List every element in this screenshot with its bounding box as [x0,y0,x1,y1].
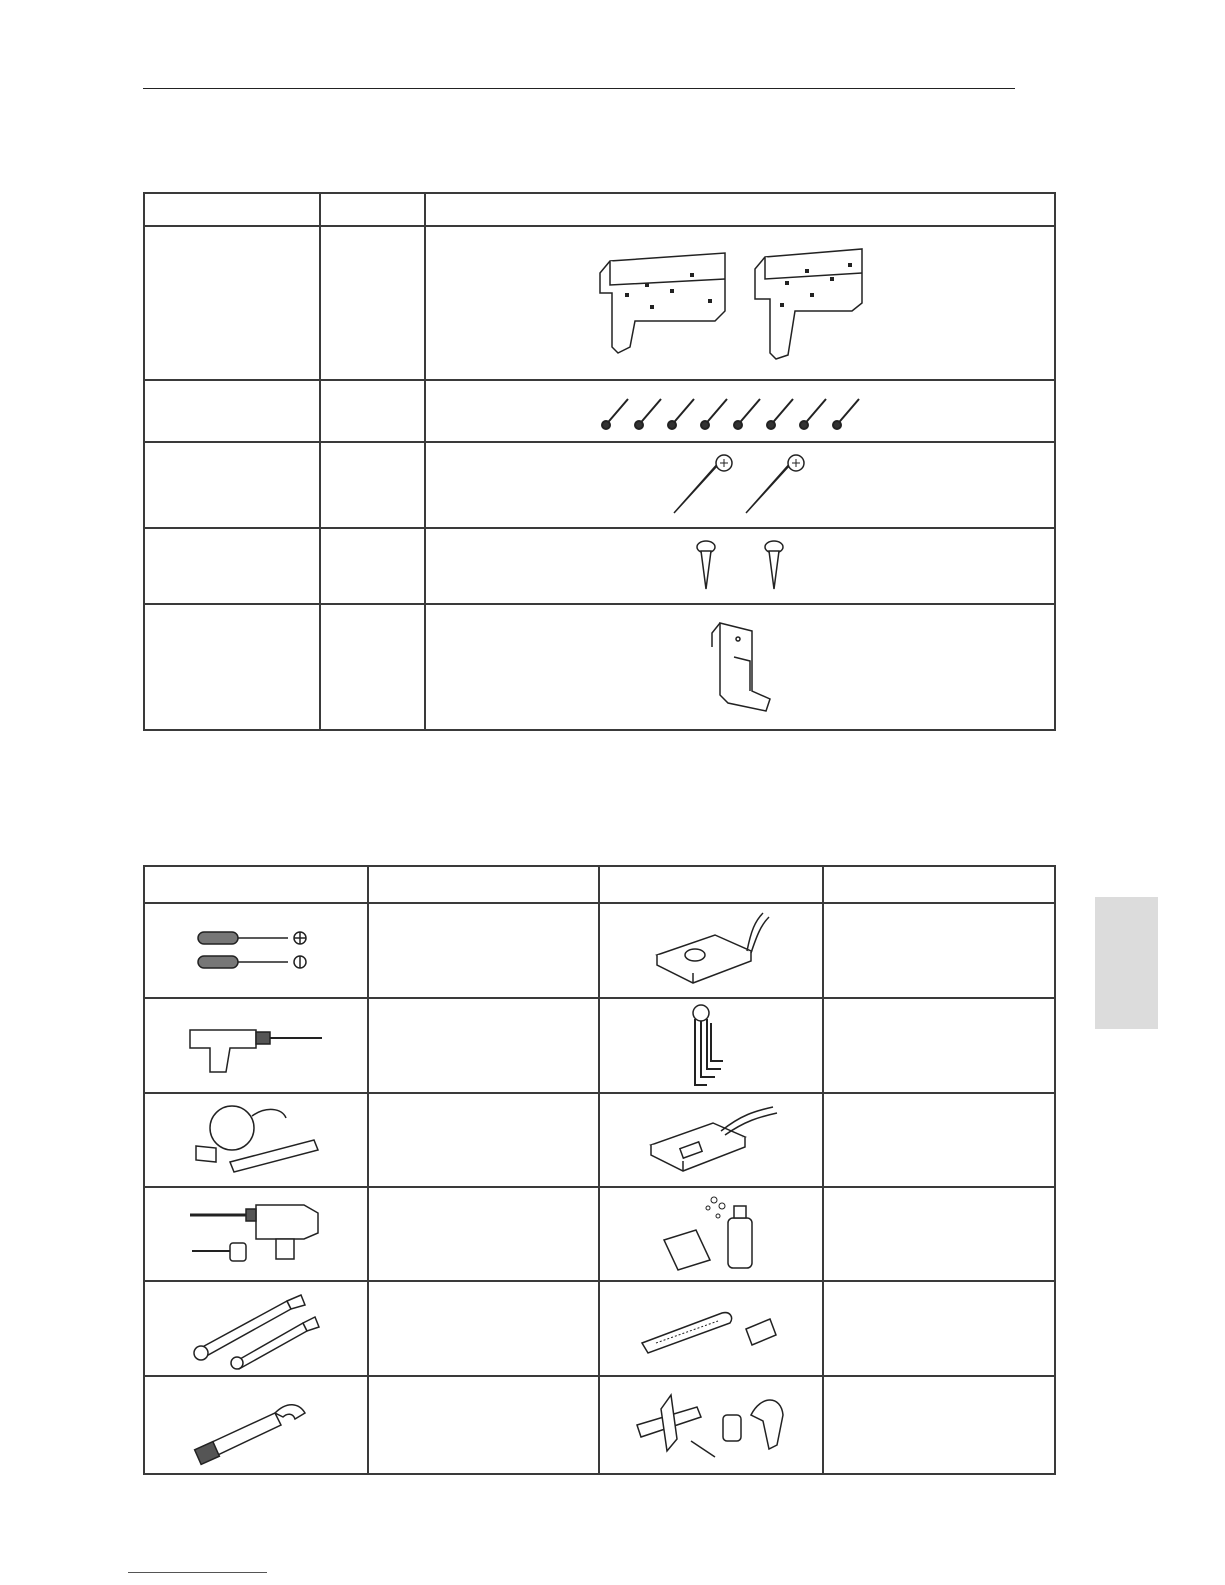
small-screw-icon [690,539,790,593]
hex-key-icon [681,1003,741,1089]
accessories-header-name [144,193,320,226]
table-row [144,1376,1055,1474]
tools-header-cell [599,866,823,903]
tools-table [143,865,1056,1475]
tool-label [368,1281,599,1376]
header-rule [143,88,1015,89]
footer-rule [128,1572,267,1573]
accessory-name [144,528,320,604]
table-row [144,998,1055,1093]
tool-label [823,1281,1055,1376]
tape-measure-knife-icon [186,1102,326,1178]
section-tab [1095,897,1158,1029]
table-row [144,1187,1055,1281]
tool-label [823,1093,1055,1187]
table-row [144,226,1055,380]
table-row [144,380,1055,442]
accessories-header-qty [320,193,425,226]
tool-label [823,998,1055,1093]
mounting-plate-icon [590,243,890,363]
type-b-screw-icon [670,453,810,517]
type-a-screw-icon [600,391,880,431]
tools-header-row [144,866,1055,903]
accessory-name [144,604,320,730]
ammeter-icon [651,911,771,991]
accessory-qty [320,226,425,380]
hole-core-drill-icon [186,1199,326,1269]
table-row [144,1093,1055,1187]
accessories-header-shape [425,193,1055,226]
tool-label [368,1376,599,1474]
accessories-header-row [144,193,1055,226]
electric-drill-icon [186,1016,326,1076]
accessory-name [144,226,320,380]
spanner-icon [191,1291,321,1367]
tools-header-cell [144,866,368,903]
tool-label [368,1187,599,1281]
screwdriver-icon [196,926,316,976]
accessory-name [144,380,320,442]
accessory-qty [320,604,425,730]
tool-label [823,1376,1055,1474]
table-row [144,903,1055,998]
gas-leak-test-kit-icon [656,1194,766,1274]
accessory-qty [320,380,425,442]
tool-label [368,1093,599,1187]
table-row [144,528,1055,604]
flaring-tool-icon [631,1385,791,1465]
accessories-table [143,192,1056,731]
tool-label [368,998,599,1093]
torque-wrench-icon [191,1383,321,1467]
tool-label [823,1187,1055,1281]
remote-holder-icon [700,617,780,717]
gas-leak-detector-icon [641,1105,781,1175]
accessory-qty [320,528,425,604]
accessory-qty [320,442,425,528]
tool-label [368,903,599,998]
tools-header-cell [368,866,599,903]
table-row [144,1281,1055,1376]
table-row [144,442,1055,528]
thermometer-icon [636,1299,786,1359]
tool-label [823,903,1055,998]
table-row [144,604,1055,730]
accessory-name [144,442,320,528]
tools-header-cell [823,866,1055,903]
